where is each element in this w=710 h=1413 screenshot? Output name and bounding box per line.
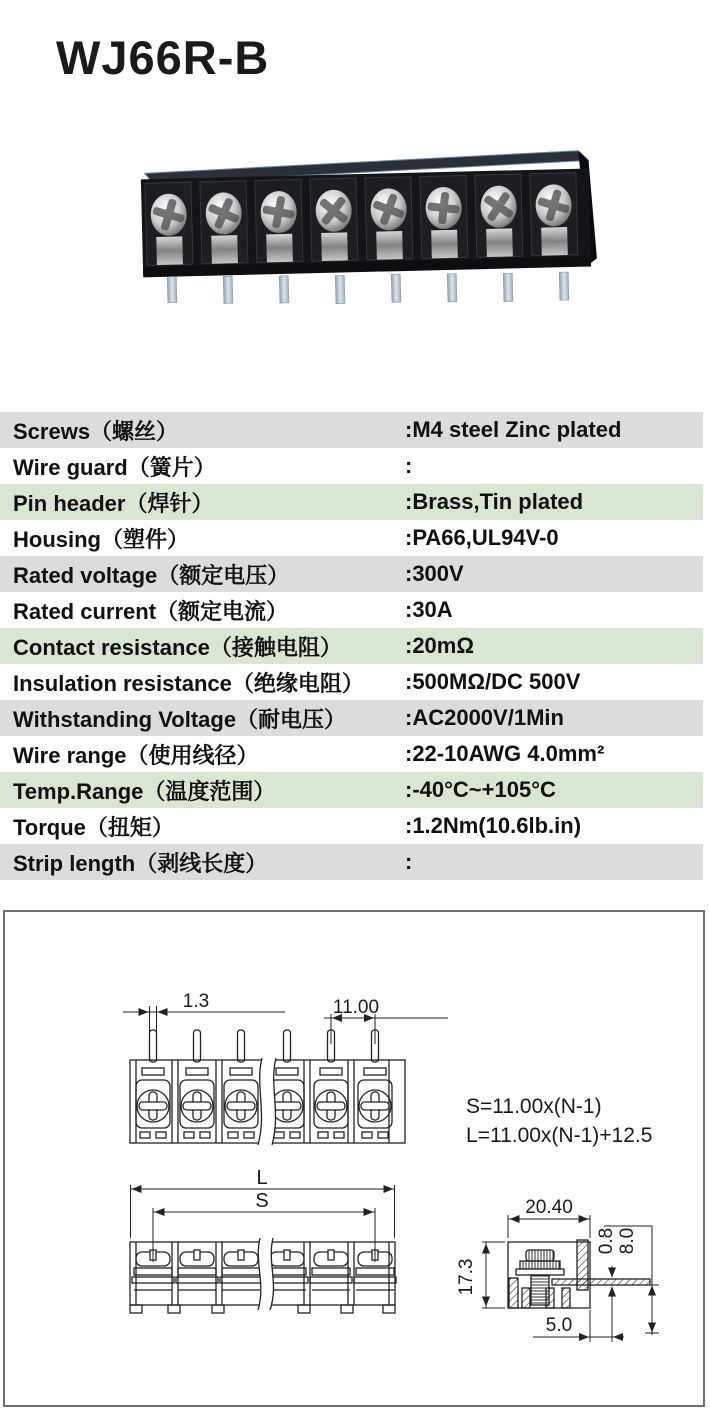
dim-height: 17.3: [456, 1258, 477, 1296]
front-view: [130, 1238, 396, 1313]
spec-value: :22-10AWG 4.0mm²: [405, 741, 605, 766]
spec-row-pin-header: [0, 484, 703, 520]
spec-row-rated-voltage: [0, 556, 703, 592]
spec-value: :300V: [405, 561, 464, 586]
product-photo: [128, 144, 598, 304]
technical-drawing-box: [3, 910, 705, 1407]
spec-value: :30A: [405, 597, 453, 622]
spec-row-temp-range: [0, 772, 703, 808]
spec-row-withstanding-voltage: [0, 700, 703, 736]
spec-label: Housing（塑件）: [13, 526, 189, 552]
spec-value: :Brass,Tin plated: [405, 489, 584, 514]
dim-pitch: 11.00: [332, 997, 380, 1018]
technical-drawing: [5, 912, 703, 1405]
terminal-block-body: [140, 150, 598, 304]
dim-pin-offset: 5.0: [545, 1315, 573, 1336]
spec-row-torque: [0, 808, 703, 844]
spec-row-screws: [0, 412, 703, 448]
spec-label: Withstanding Voltage（耐电压）: [13, 706, 347, 732]
spec-row-insulation-resistance: [0, 664, 703, 700]
dim-span-label: S: [255, 1190, 269, 1212]
page-title: WJ66R-B: [56, 31, 270, 84]
dim-pin-length: 8.0: [617, 1227, 638, 1255]
spec-label: Strip length（剥线长度）: [13, 850, 268, 876]
spec-value: :20mΩ: [405, 633, 474, 658]
spec-label: Insulation resistance（绝缘电阻）: [13, 670, 364, 696]
pin-profile: [552, 1279, 650, 1285]
top-view: [130, 1030, 405, 1145]
spec-value: :1.2Nm(10.6lb.in): [405, 813, 582, 838]
spec-label: Contact resistance（接触电阻）: [13, 634, 342, 660]
spec-label: Screws（螺丝）: [13, 418, 179, 444]
spec-row-contact-resistance: [0, 628, 703, 664]
spec-table: [0, 412, 703, 880]
spec-value: :: [405, 453, 413, 478]
spec-row-wire-guard: [0, 448, 703, 484]
formula-l: L=11.00x(N-1)+12.5: [466, 1124, 653, 1147]
spec-row-rated-current: [0, 592, 703, 628]
spec-label: Rated current（额定电流）: [13, 598, 289, 624]
spec-value: :AC2000V/1Min: [405, 705, 564, 730]
dim-pin-thickness: 0.8: [596, 1227, 617, 1255]
top-view-dimensions: [123, 1006, 448, 1044]
spec-value: :500MΩ/DC 500V: [405, 669, 581, 694]
spec-row-wire-range: [0, 736, 703, 772]
spec-value: :PA66,UL94V-0: [405, 525, 559, 550]
dim-width: 20.40: [525, 1197, 573, 1218]
spec-label: Pin header（焊针）: [13, 490, 214, 516]
spec-value: :: [405, 849, 413, 874]
spec-label: Rated voltage（额定电压）: [13, 562, 290, 588]
spec-label: Wire guard（簧片）: [13, 454, 216, 480]
spec-label: Temp.Range（温度范围）: [13, 778, 276, 804]
spec-row-strip-length: [0, 844, 703, 880]
spec-value: :-40°C~+105°C: [405, 777, 556, 802]
spec-row-housing: [0, 520, 703, 556]
dim-length-label: L: [256, 1167, 268, 1189]
spec-label: Torque（扭矩）: [13, 814, 174, 840]
formula-s: S=11.00x(N-1): [466, 1095, 602, 1118]
spec-value: :M4 steel Zinc plated: [405, 417, 622, 442]
spec-label: Wire range（使用线径）: [13, 742, 259, 768]
dim-pin-width: 1.3: [182, 991, 210, 1012]
